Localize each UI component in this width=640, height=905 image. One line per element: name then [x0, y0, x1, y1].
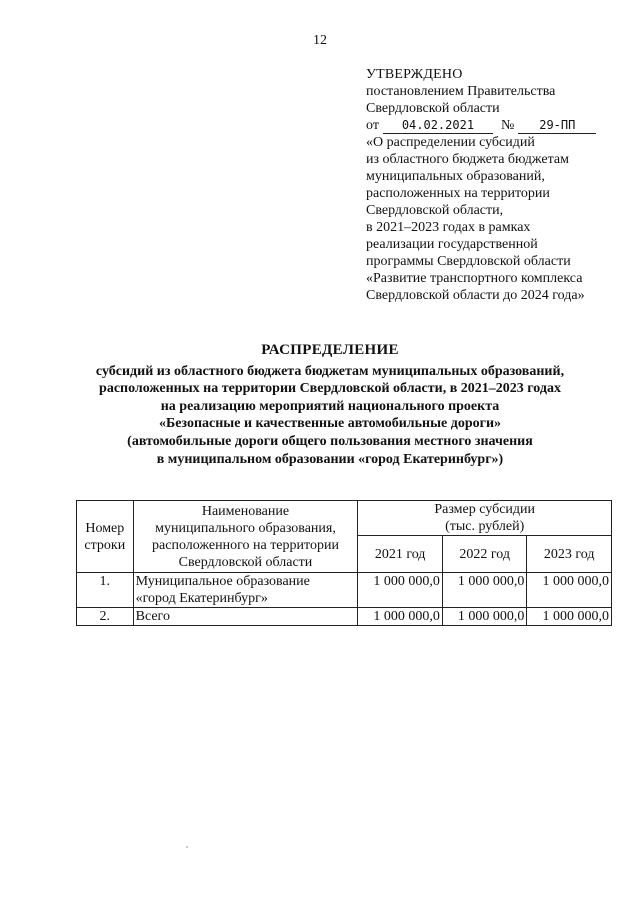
header-year-2021: 2021 год [358, 536, 443, 573]
row-name-line: Всего [135, 609, 170, 624]
document-title [60, 342, 600, 468]
approval-subject-line: Свердловской области до 2024 года» [366, 288, 585, 303]
row-name [133, 608, 358, 626]
value-2022: 1 000 000,0 [442, 573, 527, 608]
value-2021: 1 000 000,0 [358, 573, 443, 608]
header-amount [358, 501, 612, 536]
row-number: 1. [77, 573, 134, 608]
title-line: субсидий из областного бюджета бюджетам муниципальных образований, [95, 363, 565, 379]
approval-heading: УТВЕРЖДЕНО [366, 67, 463, 82]
page-number: 12 [313, 33, 327, 48]
header-number [77, 501, 134, 573]
row-name [133, 573, 358, 608]
table-header-row [77, 501, 612, 536]
value-2022: 1 000 000,0 [442, 608, 527, 626]
approval-line: Свердловской области [366, 101, 500, 116]
header-text: (тыс. рублей) [445, 519, 525, 534]
row-name-line: «город Екатеринбург» [135, 591, 268, 606]
title-line: расположенных на территории Свердловской области, в 2021–2023 годах [99, 381, 561, 397]
title-line: на реализацию мероприятий национального проекта [160, 398, 500, 414]
approval-subject-line: «Развитие транспортного комплекса [366, 271, 583, 286]
approval-subject-line: расположенных на территории [366, 186, 550, 201]
approval-line: постановлением Правительства [366, 84, 556, 99]
header-name [133, 501, 358, 573]
header-text: муниципального образования, [155, 520, 336, 536]
approval-date: 04.02.2021 [383, 118, 493, 134]
value-2023: 1 000 000,0 [527, 573, 612, 608]
scan-speck [186, 846, 188, 848]
approval-number: 29-ПП [518, 118, 596, 134]
header-text: Номер [85, 520, 125, 536]
approval-subject-line: муниципальных образований, [366, 169, 545, 184]
approval-subject-line: реализации государственной [366, 237, 538, 252]
approval-subject-line: Свердловской области, [366, 203, 504, 218]
row-name-line: Муниципальное образование [135, 574, 310, 589]
approval-subject-line: из областного бюджета бюджетам [366, 152, 569, 167]
header-year-2023: 2023 год [527, 536, 612, 573]
header-text: Свердловской области [178, 554, 313, 570]
header-text: расположенного на территории [152, 537, 339, 553]
table-row [77, 573, 612, 608]
title-line: в муниципальном образовании «город Екатеринбург») [156, 451, 504, 467]
title-line: (автомобильные дороги общего пользования местного значения [127, 433, 533, 449]
approval-date-row [366, 117, 626, 134]
title-line: «Безопасные и качественные автомобильные дороги» [158, 416, 502, 432]
header-text: строки [84, 537, 126, 553]
approval-block [366, 66, 626, 304]
row-number: 2. [77, 608, 134, 626]
subsidy-table [76, 500, 612, 626]
date-prefix: от [366, 118, 379, 133]
approval-subject-line: «О распределении субсидий [366, 135, 535, 150]
header-year-2022: 2022 год [442, 536, 527, 573]
value-2021: 1 000 000,0 [358, 608, 443, 626]
value-2023: 1 000 000,0 [527, 608, 612, 626]
number-sign: № [500, 118, 515, 133]
title-main: РАСПРЕДЕЛЕНИЕ [261, 342, 399, 358]
header-text: Размер субсидии [434, 502, 536, 517]
table-row [77, 608, 612, 626]
approval-subject-line: в 2021–2023 годах в рамках [366, 220, 531, 235]
header-text: Наименование [201, 503, 290, 519]
approval-subject-line: программы Свердловской области [366, 254, 571, 269]
